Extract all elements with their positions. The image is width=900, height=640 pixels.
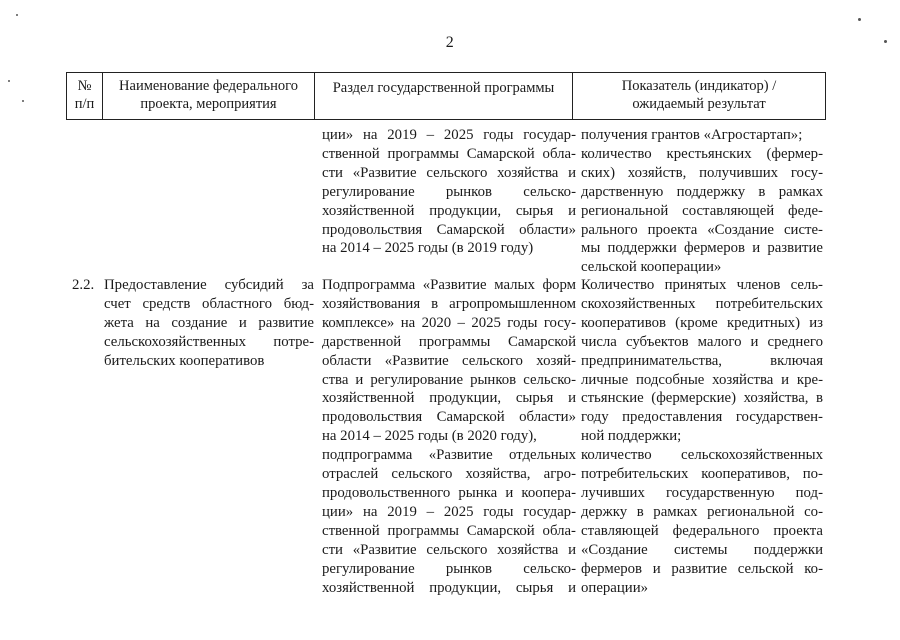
scan-speck [8, 80, 10, 82]
text-line: хозяйствования в агропромышленном [322, 295, 576, 312]
text-line: числа субъектов малого и среднего [581, 333, 823, 350]
row-2-2-name [104, 276, 314, 371]
text-line: количество крестьянских (фермер- [581, 145, 823, 162]
text-line: продовольствия Самарской области» [322, 221, 576, 238]
text-line: продовольствия Самарской области» [322, 409, 576, 426]
text-line: сти «Развитие сельского хозяйства и [322, 164, 576, 181]
text-line: количество сельскохозяйственных [581, 447, 823, 464]
text-line: Количество принятых членов сель- [581, 277, 823, 293]
text-line: дарственной программы Самарской [322, 333, 576, 350]
text-line: операции» [581, 579, 649, 596]
text-line: бительских кооперативов [104, 352, 265, 369]
text-line: на 2014 – 2025 годы (в 2019 году) [322, 240, 534, 257]
text-line: ставляющей федерального проекта [581, 522, 823, 539]
text-line: личные подсобные хозяйства и кре- [581, 371, 823, 388]
text-line: региональной составляющей феде- [581, 202, 823, 219]
row-2-2-indicator [581, 276, 823, 597]
header-indicator-line: Показатель (индикатор) / [621, 78, 777, 94]
text-line: хозяйственной продукции, сырья и [322, 579, 576, 596]
text-line: держку в рамках региональной со- [581, 503, 823, 520]
header-name [103, 73, 315, 119]
text-line: ства и регулирование рынков сельско- [322, 371, 576, 388]
row-2-2-section [322, 276, 576, 597]
text-line: жета на создание и развитие [104, 314, 314, 331]
text-line: сельской кооперации» [581, 259, 722, 276]
text-line: регулирование рынков сельско- [322, 560, 576, 577]
text-line: продовольственного рынка и коопера- [322, 484, 576, 501]
text-line: ции» на 2019 – 2025 годы государ- [322, 503, 576, 520]
header-indicator-line: ожидаемый результат [632, 96, 766, 112]
header-section [315, 73, 573, 119]
text-line: подпрограмма «Развитие отдельных [322, 447, 576, 464]
scan-speck [16, 14, 18, 16]
text-line: лучивших государственную под- [581, 484, 823, 501]
text-line: фермеров и развитие сельской ко- [581, 560, 823, 577]
text-line: комплексе» на 2020 – 2025 годы госу- [322, 314, 576, 331]
header-name-line: проекта, мероприятия [140, 96, 277, 112]
scan-speck [22, 100, 24, 102]
text-line: области «Развитие сельского хозяй- [322, 352, 576, 369]
header-section-text: Раздел государственной программы [332, 80, 555, 96]
header-num-line: п/п [74, 96, 95, 112]
text-line: предпринимательства, включая [581, 352, 823, 369]
text-line: потребительских кооперативов, по- [581, 466, 823, 483]
row-number: 2.2. [72, 277, 95, 293]
header-num-line: № [77, 78, 92, 94]
text-line: регулирование рынков сельско- [322, 183, 576, 200]
text-line: мы поддержки фермеров и развитие [581, 240, 823, 257]
text-line: кооперативов (кроме кредитных) из [581, 314, 823, 331]
row-2-2-number [72, 276, 102, 295]
text-line: ственной программы Самарской обла- [322, 522, 576, 539]
text-line: стьянские (фермерские) хозяйства, в [581, 390, 823, 407]
text-line: ной поддержки; [581, 428, 682, 445]
text-line: рального проекта «Создание систе- [581, 221, 823, 238]
text-line: ских) хозяйств, получивших госу- [581, 164, 823, 181]
continuation-indicator [581, 126, 823, 277]
text-line: сельскохозяйственных потре- [104, 333, 314, 350]
text-line: на 2014 – 2025 годы (в 2020 году), [322, 428, 537, 445]
text-line: скохозяйственных потребительских [581, 295, 823, 312]
text-line: хозяйственной продукции, сырья и [322, 390, 576, 407]
header-indicator [573, 73, 825, 119]
text-line: ственной программы Самарской обла- [322, 145, 576, 162]
text-line: «Создание системы поддержки [581, 541, 823, 558]
text-line: Подпрограмма «Развитие малых форм [322, 277, 576, 293]
text-line: отраслей сельского хозяйства, агро- [322, 466, 576, 483]
table-header [66, 72, 826, 120]
header-name-line: Наименование федерального [119, 78, 298, 94]
text-line: ции» на 2019 – 2025 годы государ- [322, 127, 576, 143]
scan-speck [858, 18, 861, 21]
text-line: Предоставление субсидий за [104, 277, 314, 293]
text-line: году предоставления государствен- [581, 409, 823, 426]
text-line: хозяйственной продукции, сырья и [322, 202, 576, 219]
continuation-section [322, 126, 576, 258]
text-line: сти «Развитие сельского хозяйства и [322, 541, 576, 558]
text-line: счет средств областного бюд- [104, 295, 314, 312]
page-number: 2 [445, 34, 455, 51]
text-line: дарственную поддержку в рамках [581, 183, 823, 200]
scan-speck [884, 40, 887, 43]
header-num [67, 73, 103, 119]
text-line: получения грантов «Агростартап»; [581, 127, 803, 143]
